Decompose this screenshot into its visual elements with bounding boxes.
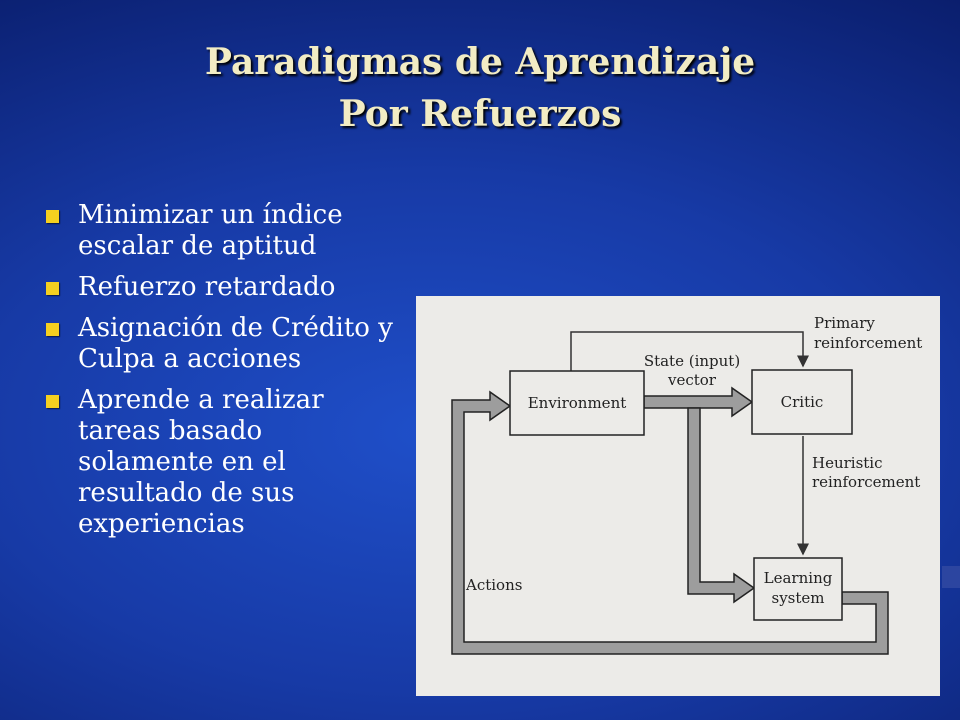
heuristic-label-line-1: Heuristic [812,454,883,472]
title-line-2: Por Refuerzos [338,93,622,135]
primary-label-line-2: reinforcement [814,334,923,352]
bullet-item [42,272,402,303]
bullet-text: Minimizar un índice escalar de aptitud [78,200,343,261]
critic-label: Critic [780,393,824,411]
reinforcement-learning-diagram [416,296,940,696]
bullet-list [42,200,402,550]
diagram-canvas [416,296,940,696]
bullet-item [42,313,402,375]
state-label-line-2: vector [668,371,716,389]
bullet-text: Refuerzo retardado [78,272,336,302]
bullet-item [42,200,402,262]
bullet-square-icon [46,323,59,336]
primary-label-line-1: Primary [814,314,875,332]
bullet-square-icon [46,282,59,295]
bullet-text: Aprende a realizar tareas basado solamente en el resultado de sus experiencias [78,385,324,539]
bullet-square-icon [46,210,59,223]
slide-title [0,36,960,140]
state-label-line-1: State (input) [643,352,741,370]
title-line-1: Paradigmas de Aprendizaje [204,41,756,83]
learning-label-line-1: Learning [763,569,833,587]
actions-label: Actions [466,576,523,594]
bullet-text: Asignación de Crédito y Culpa a acciones [78,313,393,374]
state-to-learning-arrow [688,408,754,602]
decorative-edge-tab [942,566,960,588]
environment-label: Environment [527,394,627,412]
learning-label-line-2: system [771,589,825,607]
heuristic-label-line-2: reinforcement [812,473,921,491]
bullet-item [42,385,402,540]
bullet-square-icon [46,395,59,408]
